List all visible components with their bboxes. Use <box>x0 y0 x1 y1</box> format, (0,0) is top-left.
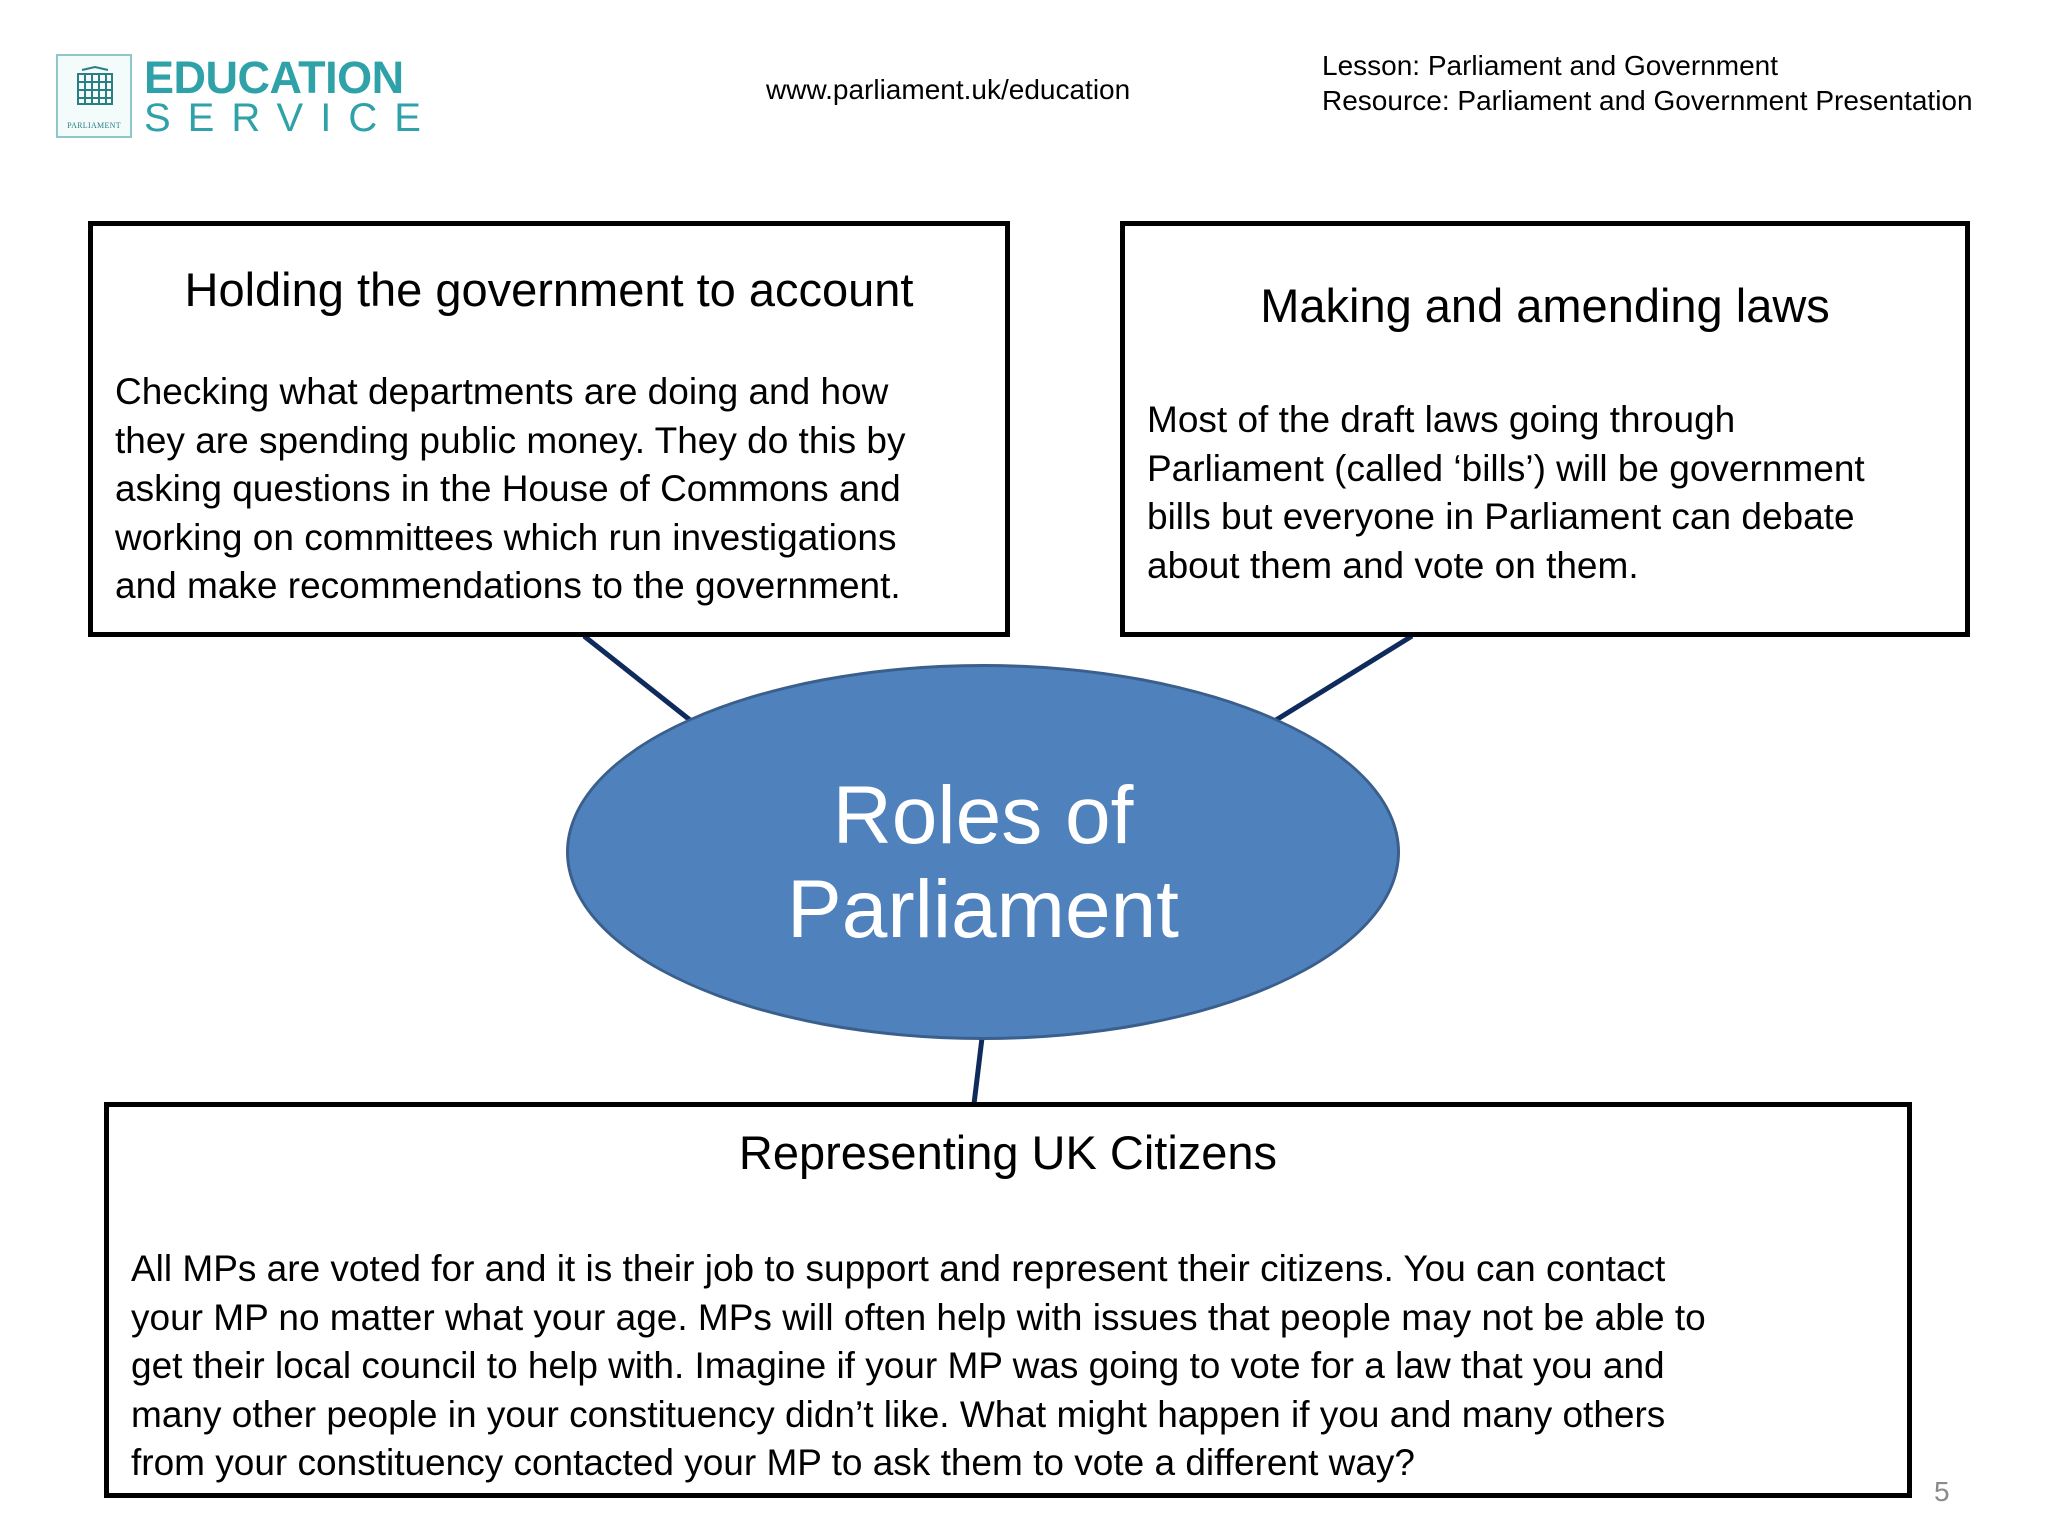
text-line: Parliament (called ‘bills’) will be government <box>1147 447 1865 489</box>
center-label-line2: Parliament <box>787 864 1179 955</box>
center-label-line1: Roles of <box>832 770 1134 861</box>
text-line: many other people in your constituency didn’t like. What might happen if you and many others <box>131 1393 1666 1435</box>
text-line: All MPs are voted for and it is their job to support and represent their citizens. You can contact <box>131 1248 1666 1289</box>
text-line: they are spending public money. They do this by <box>115 419 906 461</box>
logo-emblem-label: PARLIAMENT <box>67 121 121 130</box>
box-description <box>131 1245 1891 1488</box>
page-number: 5 <box>1934 1476 1950 1507</box>
box-title: Representing UK Citizens <box>738 1126 1278 1179</box>
box-making-amending-laws <box>1120 221 1970 637</box>
text-line: your MP no matter what your age. MPs will often help with issues that people may not be able to <box>131 1296 1706 1338</box>
text-line: Most of the draft laws going through <box>1147 399 1736 440</box>
text-line: from your constituency contacted your MP to ask them to vote a different way? <box>131 1442 1415 1483</box>
logo-text-service: SERVICE <box>144 96 438 140</box>
box-description <box>115 368 989 611</box>
connector-citizens <box>974 1038 982 1104</box>
box-title: Making and amending laws <box>1260 279 1830 332</box>
text-line: working on committees which run investigations <box>115 516 897 558</box>
box-holding-government-to-account <box>88 221 1010 637</box>
connector-account <box>584 636 690 720</box>
header-url: www.parliament.uk/education <box>766 74 1131 105</box>
roles-of-parliament-ellipse <box>566 664 1400 1040</box>
lesson-label: Lesson: Parliament and Government <box>1322 50 1779 81</box>
box-title: Holding the government to account <box>184 263 914 316</box>
center-label <box>569 769 1397 957</box>
text-line: asking questions in the House of Commons and <box>115 468 901 509</box>
text-line: and make recommendations to the government. <box>115 565 901 606</box>
text-line: Checking what departments are doing and how <box>115 371 889 412</box>
connector-laws <box>1276 636 1412 720</box>
text-line: bills but everyone in Parliament can debate <box>1147 496 1855 537</box>
box-representing-uk-citizens <box>104 1102 1912 1498</box>
logo-text-education: EDUCATION <box>144 52 404 103</box>
resource-label: Resource: Parliament and Government Presentation <box>1322 85 1973 116</box>
text-line: about them and vote on them. <box>1147 544 1639 586</box>
box-description <box>1147 396 1951 590</box>
text-line: get their local council to help with. Imagine if your MP was going to vote for a law that you and <box>131 1345 1665 1386</box>
